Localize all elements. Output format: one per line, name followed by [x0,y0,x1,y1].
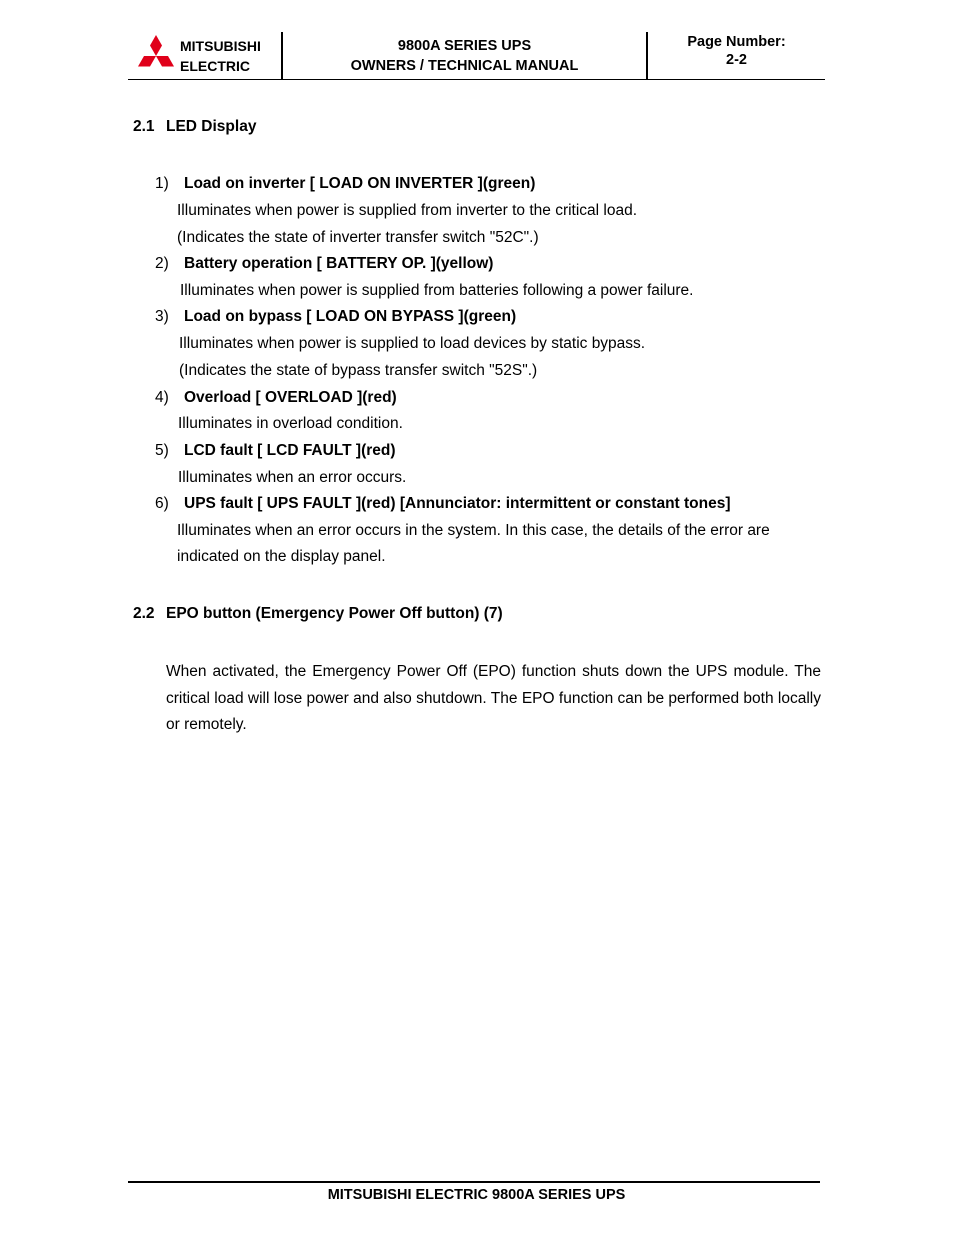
list-item-title: LCD fault [ LCD FAULT ](red) [184,442,396,459]
section-number: 2.2 [133,605,155,622]
list-item-title: UPS fault [ UPS FAULT ](red) [Annunciator: intermittent or constant tones] [184,495,731,512]
list-item-text: (Indicates the state of bypass transfer switch "52S".) [179,362,538,379]
document-title-line-2: OWNERS / TECHNICAL MANUAL [350,58,579,74]
list-item-heading [155,441,396,461]
section-title: LED Display [166,118,257,135]
brand-line-2: ELECTRIC [180,58,250,74]
list-item-text: indicated on the display panel. [177,548,386,565]
list-item-number: 4) [155,389,169,406]
mitsubishi-logo-icon [133,34,179,74]
list-item-text: Illuminates when power is supplied from inverter to the critical load. [177,202,638,219]
section-title: EPO button (Emergency Power Off button) (7) [166,605,503,622]
page-number-box [648,33,825,69]
list-item-text: Illuminates when power is supplied from batteries following a power failure. [180,282,694,299]
list-item-heading [155,494,731,514]
list-item-title: Overload [ OVERLOAD ](red) [184,389,397,406]
section-heading-led-display [133,117,256,137]
list-item-heading [155,174,535,194]
brand-name [180,36,261,76]
list-item-heading [155,307,516,327]
list-item-number: 3) [155,308,169,325]
epo-description-paragraph: When activated, the Emergency Power Off (EPO) function shuts down the UPS module. The critical load will lose power and also shutdown. The EPO function can be performed both locally or remotely. [166,663,821,734]
list-item-number: 6) [155,495,169,512]
list-item-text: Illuminates in overload condition. [178,415,403,432]
list-item-number: 5) [155,442,169,459]
page-number-value: 2-2 [726,52,747,68]
footer-rule [128,1181,820,1183]
list-item-number: 2) [155,255,169,272]
page-number-label: Page Number: [687,34,786,50]
list-item-text: Illuminates when an error occurs. [178,469,407,486]
document-title-line-1: 9800A SERIES UPS [397,38,532,54]
list-item-title: Battery operation [ BATTERY OP. ](yellow) [184,255,494,272]
brand-line-1: MITSUBISHI [180,38,261,54]
list-item-number: 1) [155,175,169,192]
page-header [128,30,825,80]
section-heading-epo-button [133,604,503,624]
section-number: 2.1 [133,118,155,135]
list-item-title: Load on bypass [ LOAD ON BYPASS ](green) [184,308,517,325]
list-item-heading [155,254,493,274]
list-item-heading [155,388,397,408]
list-item-text: (Indicates the state of inverter transfer switch "52C".) [177,229,539,246]
page-footer: MITSUBISHI ELECTRIC 9800A SERIES UPS [327,1187,626,1203]
list-item-title: Load on inverter [ LOAD ON INVERTER ](green) [184,175,536,192]
list-item-text: Illuminates when power is supplied to load devices by static bypass. [179,335,646,352]
document-title [283,36,646,76]
list-item-text: Illuminates when an error occurs in the system. In this case, the details of the error are [177,522,770,539]
